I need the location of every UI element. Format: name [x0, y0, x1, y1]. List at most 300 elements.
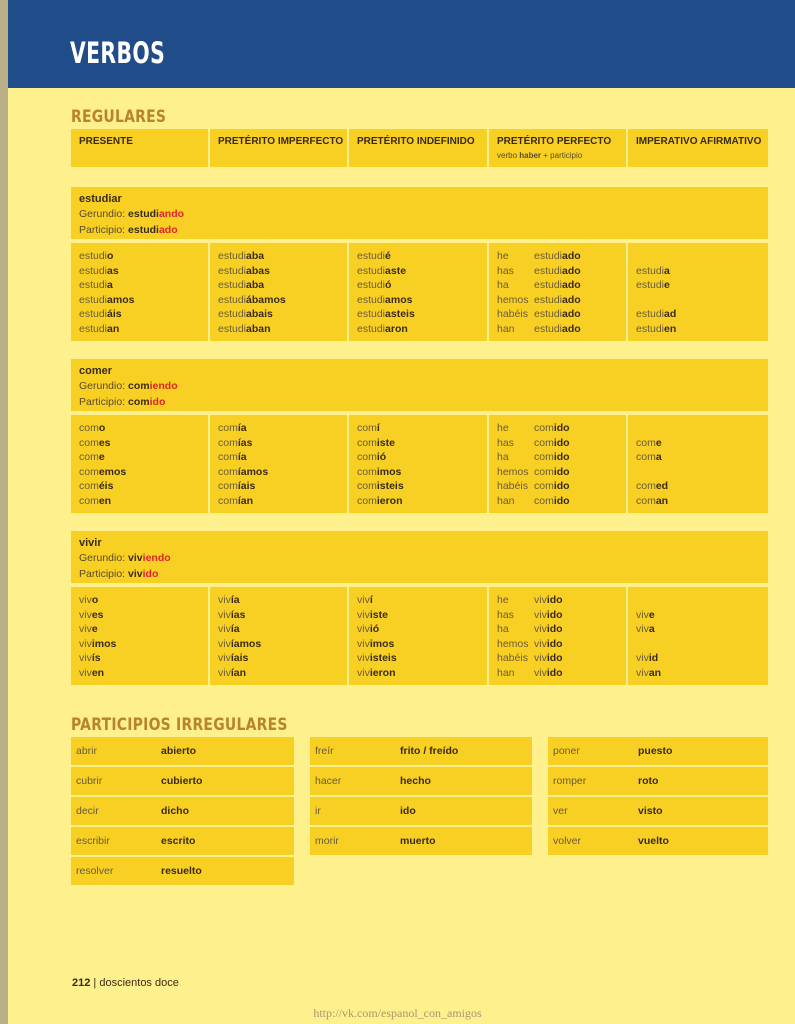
verb-infinitive: vivir [79, 537, 102, 549]
participio-label: Participio: [79, 224, 126, 236]
footer-separator: | [93, 977, 97, 989]
form-stem: viv [79, 637, 92, 650]
form-ending: e [655, 436, 662, 449]
form-ending: ido [553, 422, 570, 434]
form-stem: estudi [534, 293, 563, 306]
form-ending: ad [664, 308, 677, 321]
presente-form [79, 651, 116, 666]
imperativo-form [636, 465, 668, 480]
presente-form [79, 494, 126, 509]
indefinido-column [357, 421, 404, 509]
form-ending: amos [107, 293, 135, 306]
form-stem: viv [218, 594, 231, 606]
form-stem: estudi [636, 279, 665, 292]
gerundio-stem: com [128, 380, 150, 392]
form-stem: estudi [218, 279, 247, 292]
form-ending: ió [369, 623, 380, 636]
form-stem: com [79, 465, 99, 478]
form-stem: estudi [636, 308, 665, 321]
haber-aux: han [497, 494, 515, 507]
form-stem: viv [636, 666, 649, 679]
verb-infinitive: comer [79, 365, 113, 377]
form-stem: com [534, 480, 554, 493]
gerundio-ending: ando [158, 208, 185, 220]
form-ending: as [107, 264, 119, 277]
imperativo-form [636, 450, 668, 465]
form-stem: com [636, 494, 656, 507]
form-ending: ido [553, 436, 570, 449]
form-ending: imos [369, 637, 395, 650]
infinitive-label: resolver [76, 865, 114, 877]
presente-form [79, 421, 126, 436]
form-stem: com [79, 494, 99, 507]
form-ending: o [98, 422, 106, 434]
form-stem: com [218, 451, 238, 464]
imperativo-form [636, 249, 676, 264]
indefinido-column [357, 593, 397, 681]
header-cell [349, 129, 487, 167]
haber-aux: hemos [497, 293, 529, 306]
header-label: PRESENTE [79, 136, 133, 147]
imperfecto-form [218, 494, 268, 509]
form-ending: ieron [369, 666, 396, 679]
form-ending: asteis [385, 308, 415, 321]
header-cell [71, 129, 208, 167]
presente-form [79, 479, 126, 494]
form-ending: ido [553, 480, 570, 493]
form-ending: ado [562, 308, 581, 321]
form-stem: viv [79, 623, 92, 636]
form-ending: an [655, 494, 669, 507]
form-stem: com [357, 494, 377, 507]
verb-info-box [71, 531, 768, 583]
imperativo-form [636, 307, 676, 322]
imperfecto-column [218, 593, 261, 681]
form-ending: ed [655, 480, 669, 493]
participle-value: abierto [161, 745, 197, 757]
perfecto-form [497, 436, 570, 451]
form-stem: viv [534, 623, 547, 636]
imperfecto-form [218, 608, 261, 623]
imperfecto-form [218, 278, 286, 293]
form-ending: ía [237, 422, 247, 434]
form-ending: o [91, 594, 99, 606]
form-stem: com [218, 494, 238, 507]
haber-aux: hemos [497, 465, 529, 478]
participio-stem: viv [128, 568, 143, 580]
perfecto-form [497, 637, 563, 652]
imperfecto-form [218, 479, 268, 494]
imperativo-form [636, 637, 661, 652]
participle-value: puesto [638, 745, 673, 757]
indefinido-form [357, 421, 404, 436]
indefinido-form [357, 622, 397, 637]
form-ending: imos [376, 465, 402, 478]
indefinido-form [357, 278, 415, 293]
haber-aux: habéis [497, 308, 528, 321]
form-stem: estudi [534, 308, 563, 321]
presente-form [79, 450, 126, 465]
haber-aux: ha [497, 451, 509, 464]
form-stem: com [357, 422, 377, 434]
presente-form [79, 249, 134, 264]
imperativo-form [636, 608, 661, 623]
imperfecto-form [218, 465, 268, 480]
imperfecto-form [218, 666, 261, 681]
perfecto-form [497, 651, 563, 666]
infinitive-label: freír [315, 745, 334, 757]
form-ending: iste [369, 608, 388, 621]
participle-value: dicho [161, 805, 189, 817]
form-stem: estudi [218, 250, 247, 262]
form-ending: íamos [230, 637, 262, 650]
form-stem: viv [534, 666, 547, 679]
form-stem: viv [218, 637, 231, 650]
form-ending: íamos [237, 465, 269, 478]
page-footer [72, 977, 179, 989]
haber-aux: habéis [497, 480, 528, 493]
form-stem: com [636, 451, 656, 464]
form-ending: ió [376, 451, 387, 464]
form-stem: estudi [357, 308, 386, 321]
imperfecto-form [218, 421, 268, 436]
presente-form [79, 307, 134, 322]
form-ending: ías [230, 608, 246, 621]
form-ending: é [385, 250, 391, 262]
form-ending: aban [246, 322, 271, 335]
haber-aux: ha [497, 623, 509, 636]
imperfecto-form [218, 450, 268, 465]
gerundio-stem: viv [128, 552, 143, 564]
indefinido-column [357, 249, 415, 337]
form-ending: iste [376, 436, 395, 449]
perfecto-form [497, 249, 581, 264]
indefinido-form [357, 450, 404, 465]
note-bold: haber [519, 151, 542, 160]
form-stem: viv [636, 608, 649, 621]
form-ending: ábamos [246, 293, 286, 306]
haber-aux: habéis [497, 652, 528, 665]
form-stem: viv [79, 608, 92, 621]
form-ending: ido [553, 465, 570, 478]
form-ending: ado [562, 293, 581, 306]
form-ending: éis [98, 480, 114, 493]
indefinido-form [357, 479, 404, 494]
form-ending: ido [553, 451, 570, 464]
perfecto-column [497, 421, 570, 509]
participle-value: ido [400, 805, 416, 817]
haber-aux: han [497, 666, 515, 679]
participle-value: resuelto [161, 865, 202, 877]
form-stem: estudi [218, 293, 247, 306]
indefinido-form [357, 637, 397, 652]
form-stem: com [534, 494, 554, 507]
form-ending: ido [546, 652, 563, 665]
indefinido-form [357, 293, 415, 308]
infinitive-label: morir [315, 835, 339, 847]
form-stem: estudi [79, 279, 108, 292]
presente-form [79, 436, 126, 451]
form-ending: ido [546, 594, 563, 606]
form-stem: viv [636, 623, 649, 636]
form-stem: estudi [534, 279, 563, 292]
form-ending: ado [562, 322, 581, 335]
form-stem: viv [218, 666, 231, 679]
form-stem: com [636, 480, 656, 493]
perfecto-form [497, 622, 563, 637]
note-pre: verbo [497, 151, 518, 160]
imperativo-form [636, 666, 661, 681]
infinitive-label: ver [553, 805, 568, 817]
form-stem: viv [79, 594, 92, 606]
form-ending: en [98, 494, 112, 507]
imperativo-column [636, 593, 661, 681]
form-stem: estudi [357, 279, 386, 292]
imperfecto-form [218, 622, 261, 637]
indefinido-form [357, 465, 404, 480]
form-stem: com [79, 480, 99, 493]
participio-row [310, 797, 532, 825]
form-stem: com [79, 451, 99, 464]
form-ending: ido [546, 666, 563, 679]
participle-value: visto [638, 805, 663, 817]
form-stem: estudi [357, 264, 386, 277]
imperativo-form [636, 421, 668, 436]
participios-title: PARTICIPIOS IRREGULARES [71, 715, 288, 735]
form-stem: com [534, 436, 554, 449]
participle-value: hecho [400, 775, 431, 787]
form-ending: o [107, 250, 114, 262]
form-stem: estudi [636, 322, 665, 335]
perfecto-column [497, 593, 563, 681]
form-stem: viv [218, 652, 231, 665]
participio-stem: com [128, 396, 150, 408]
form-ending: es [98, 436, 111, 449]
form-ending: ado [562, 279, 581, 292]
form-ending: ó [385, 279, 392, 292]
form-stem: com [357, 480, 377, 493]
form-stem: estudi [79, 250, 108, 262]
indefinido-form [357, 322, 415, 337]
gerundio-label: Gerundio: [79, 208, 126, 220]
form-stem: estudi [79, 264, 108, 277]
haber-aux: he [497, 422, 509, 434]
presente-form [79, 622, 116, 637]
perfecto-form [497, 666, 563, 681]
indefinido-form [357, 307, 415, 322]
imperativo-form [636, 593, 661, 608]
imperfecto-form [218, 293, 286, 308]
perfecto-form [497, 479, 570, 494]
form-stem: viv [357, 637, 370, 650]
imperfecto-column [218, 421, 268, 509]
form-stem: estudi [218, 264, 247, 277]
form-ending: emos [98, 465, 127, 478]
participio-line [79, 568, 158, 580]
form-stem: com [218, 480, 238, 493]
form-ending: ieron [376, 494, 403, 507]
imperfecto-form [218, 436, 268, 451]
participio-ending: ido [142, 568, 159, 580]
form-stem: viv [218, 608, 231, 621]
form-ending: íais [230, 652, 249, 665]
header-label: PRETÉRITO INDEFINIDO [357, 136, 475, 147]
presente-form [79, 608, 116, 623]
form-ending: es [91, 608, 104, 621]
infinitive-label: decir [76, 805, 99, 817]
form-ending: ido [553, 494, 570, 507]
haber-aux: han [497, 322, 515, 335]
form-stem: estudi [534, 322, 563, 335]
imperativo-form [636, 436, 668, 451]
form-ending: ido [546, 623, 563, 636]
form-stem: estudi [636, 264, 665, 277]
form-ending: ido [546, 637, 563, 650]
page-edge [0, 0, 8, 1024]
form-ending: isteis [369, 652, 397, 665]
haber-aux: hemos [497, 637, 529, 650]
perfecto-form [497, 293, 581, 308]
perfecto-form [497, 450, 570, 465]
header-cell [489, 129, 626, 167]
form-stem: viv [534, 652, 547, 665]
infinitive-label: volver [553, 835, 582, 847]
form-ending: a [648, 623, 655, 636]
note-post: + participio [543, 151, 583, 160]
form-ending: í [369, 594, 373, 606]
form-ending: áis [107, 308, 122, 321]
imperativo-form [636, 651, 661, 666]
haber-aux: has [497, 436, 514, 449]
presente-column [79, 421, 126, 509]
form-stem: estudi [218, 322, 247, 335]
infinitive-label: poner [553, 745, 580, 757]
form-ending: en [91, 666, 105, 679]
form-ending: aba [246, 279, 265, 292]
gerundio-label: Gerundio: [79, 380, 126, 392]
form-stem: estudi [79, 322, 108, 335]
form-ending: ís [91, 652, 101, 665]
infinitive-label: ir [315, 805, 321, 817]
watermark: http://vk.com/espanol_con_amigos [313, 1006, 482, 1020]
header-label: IMPERATIVO AFIRMATIVO [636, 136, 762, 147]
imperfecto-form [218, 637, 261, 652]
form-stem: com [218, 422, 238, 434]
presente-form [79, 637, 116, 652]
form-ending: ía [230, 623, 240, 636]
imperativo-form [636, 322, 676, 337]
page-number-words: doscientos doce [99, 977, 179, 989]
participio-label: Participio: [79, 396, 126, 408]
participio-ending: ido [149, 396, 166, 408]
gerundio-line [79, 552, 171, 564]
perfecto-form [497, 307, 581, 322]
form-stem: estudi [357, 322, 386, 335]
form-stem: estudi [534, 250, 563, 262]
perfecto-form [497, 421, 570, 436]
imperativo-form [636, 293, 676, 308]
form-stem: com [357, 451, 377, 464]
header-cell [210, 129, 347, 167]
imperfecto-form [218, 651, 261, 666]
gerundio-line [79, 208, 184, 220]
form-ending: ía [230, 594, 240, 606]
imperfecto-form [218, 593, 261, 608]
form-ending: en [664, 322, 677, 335]
form-ending: an [648, 666, 662, 679]
indefinido-form [357, 249, 415, 264]
indefinido-form [357, 666, 397, 681]
perfecto-form [497, 278, 581, 293]
form-stem: estudi [218, 308, 247, 321]
imperfecto-form [218, 322, 286, 337]
participio-stem: estudi [128, 224, 159, 236]
participio-line [79, 396, 165, 408]
form-ending: aba [246, 250, 265, 262]
form-stem: viv [218, 623, 231, 636]
infinitive-label: escribir [76, 835, 110, 847]
gerundio-ending: iendo [149, 380, 178, 392]
indefinido-form [357, 608, 397, 623]
imperfecto-form [218, 307, 286, 322]
perfecto-form [497, 465, 570, 480]
haber-aux: he [497, 594, 509, 606]
haber-aux: has [497, 608, 514, 621]
regulares-title: REGULARES [71, 107, 167, 127]
form-stem: com [357, 436, 377, 449]
header-cell [628, 129, 768, 167]
participio-label: Participio: [79, 568, 126, 580]
perfecto-form [497, 264, 581, 279]
form-stem: viv [357, 623, 370, 636]
form-stem: viv [534, 608, 547, 621]
form-stem: com [79, 422, 99, 434]
presente-form [79, 264, 134, 279]
form-ending: abais [246, 308, 273, 321]
presente-column [79, 249, 134, 337]
form-ending: a [664, 264, 670, 277]
perfecto-form [497, 494, 570, 509]
form-ending: ido [546, 608, 563, 621]
form-ending: ían [237, 494, 254, 507]
gerundio-line [79, 380, 178, 392]
perfecto-form [497, 608, 563, 623]
perfecto-note [497, 151, 626, 160]
participle-value: muerto [400, 835, 436, 847]
form-stem: estudi [357, 250, 386, 262]
gerundio-label: Gerundio: [79, 552, 126, 564]
header-label: PRETÉRITO PERFECTO [497, 136, 612, 147]
imperativo-form [636, 494, 668, 509]
participle-value: escrito [161, 835, 196, 847]
imperativo-form [636, 278, 676, 293]
form-ending: ado [562, 250, 581, 262]
gerundio-ending: iendo [142, 552, 171, 564]
presente-form [79, 322, 134, 337]
participio-ending: ado [158, 224, 178, 236]
presente-column [79, 593, 116, 681]
form-stem: com [357, 465, 377, 478]
presente-form [79, 666, 116, 681]
imperfecto-form [218, 264, 286, 279]
form-ending: e [98, 451, 105, 464]
haber-aux: ha [497, 279, 509, 292]
form-stem: com [534, 422, 554, 434]
imperativo-form [636, 264, 676, 279]
form-stem: com [534, 451, 554, 464]
perfecto-form [497, 593, 563, 608]
form-ending: an [107, 322, 120, 335]
